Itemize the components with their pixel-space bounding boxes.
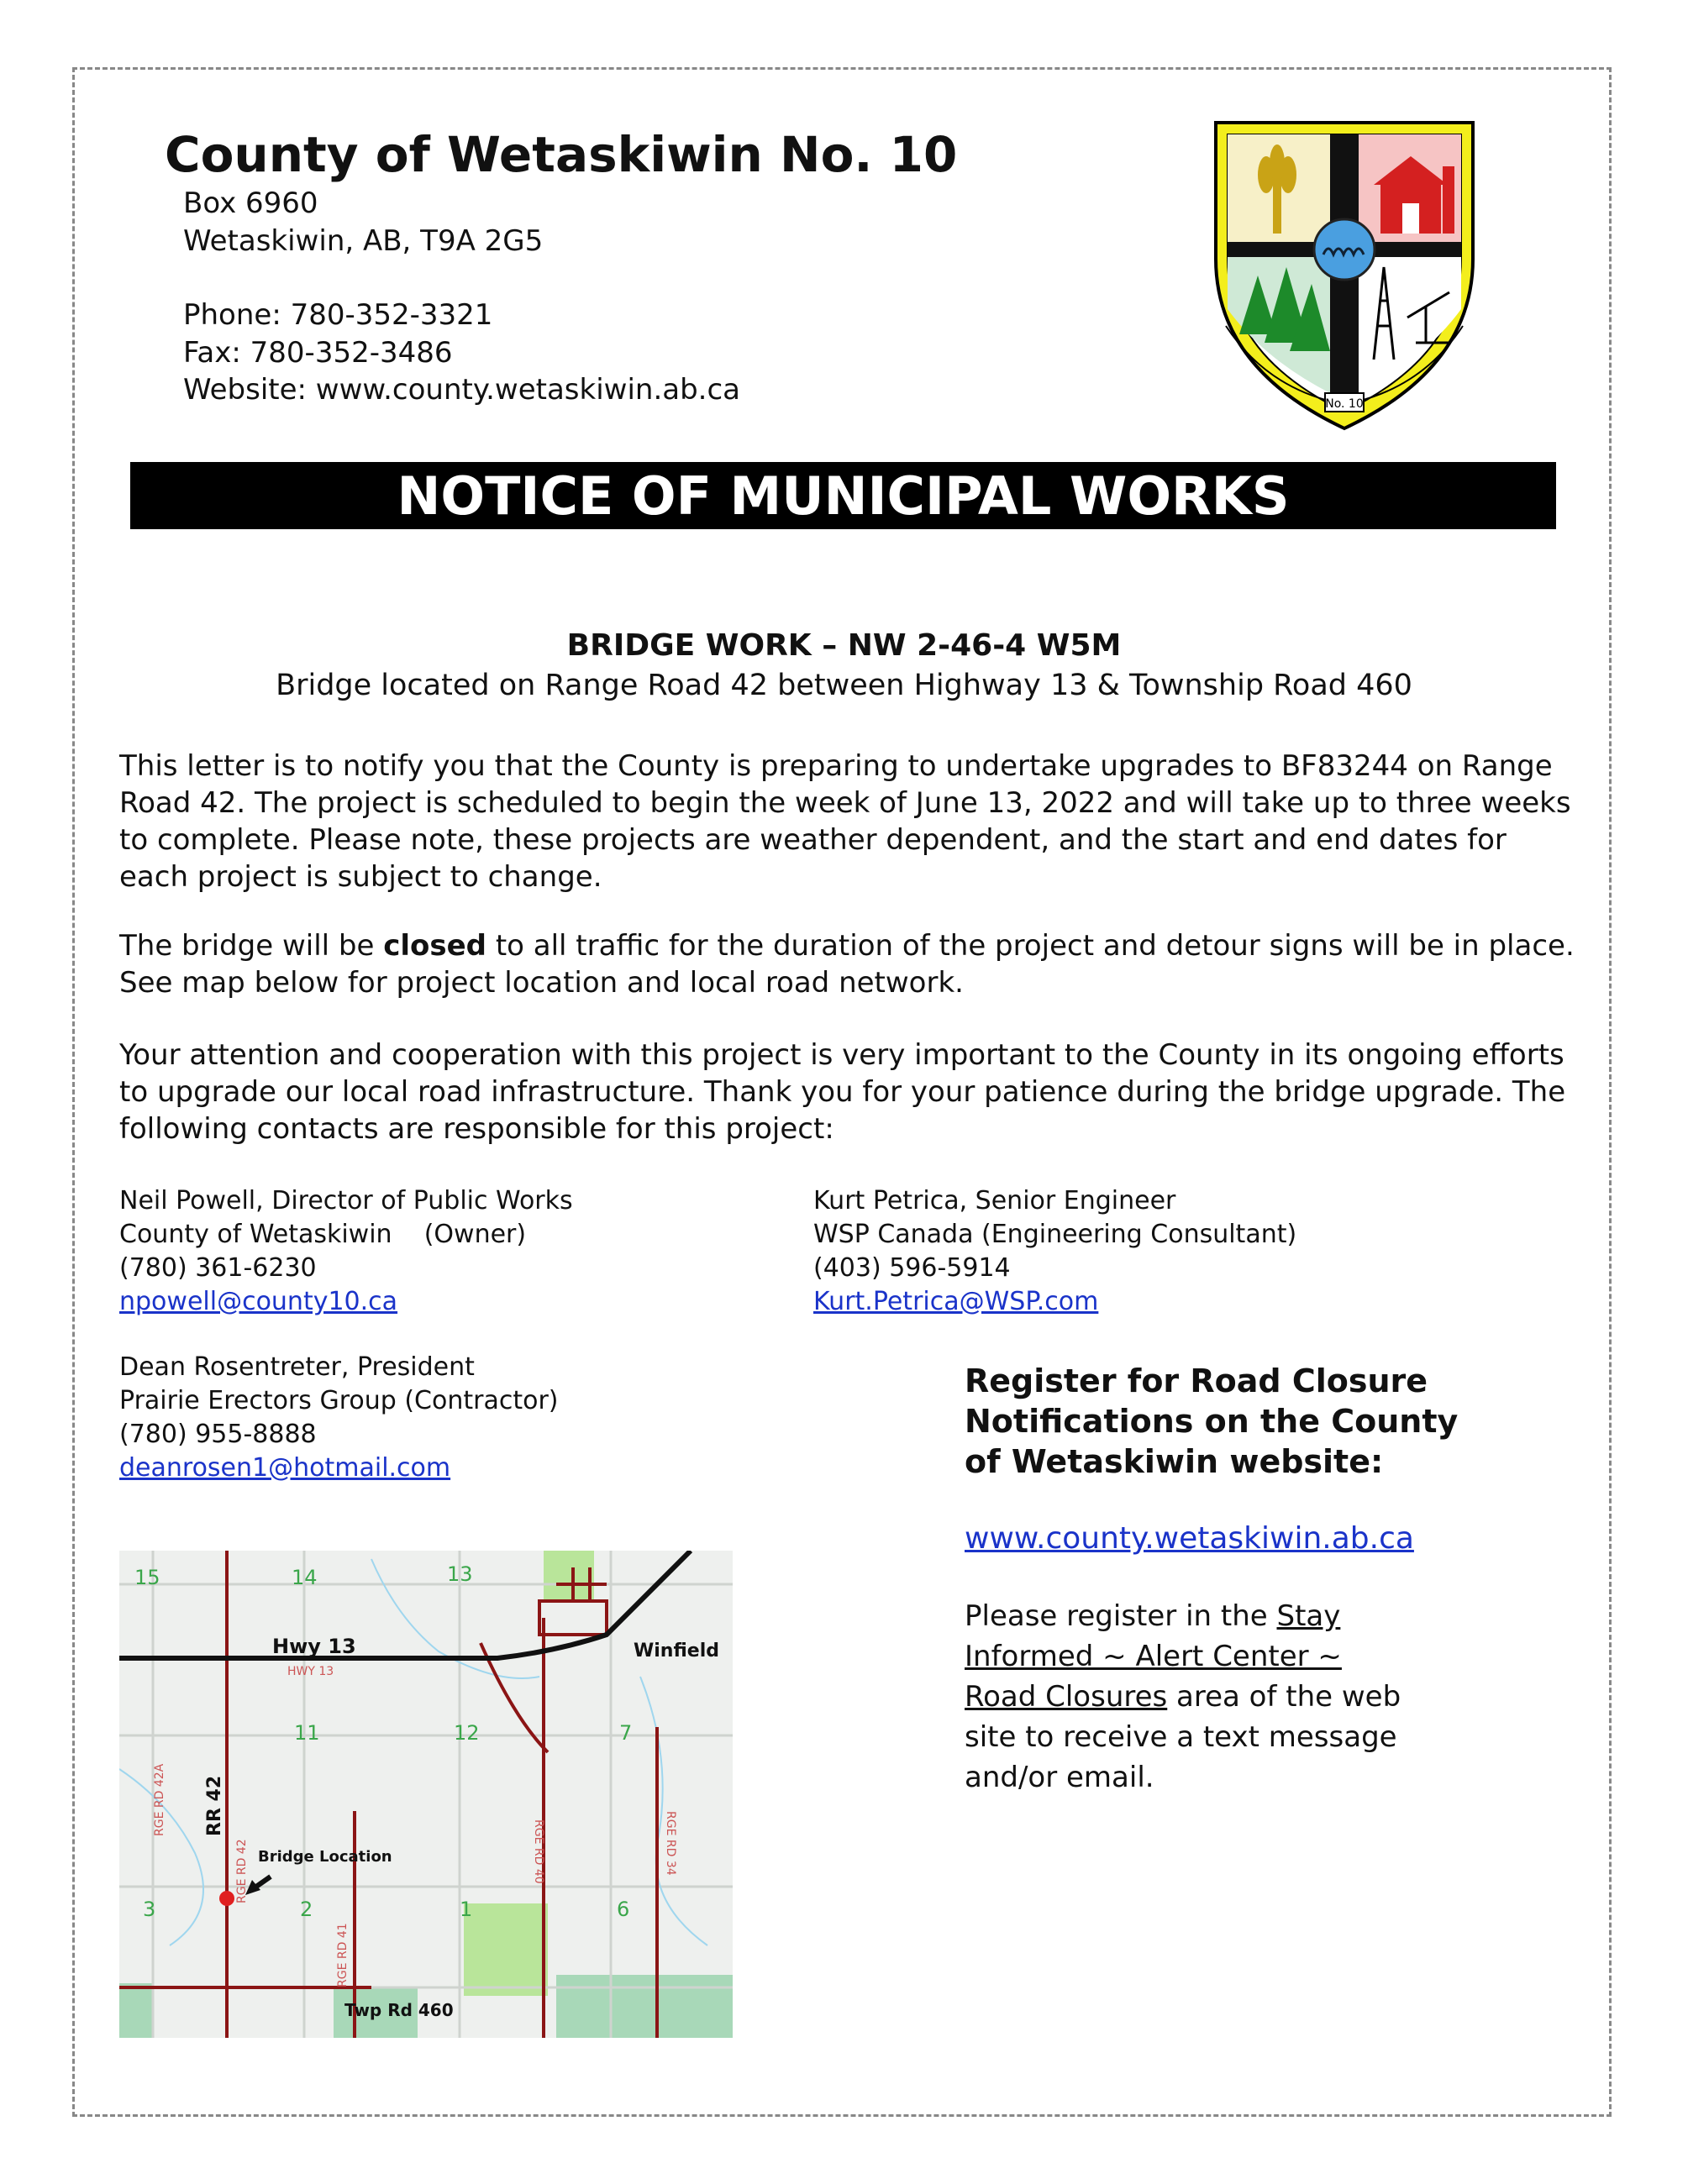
contact-name: Dean Rosentreter, President <box>119 1352 475 1382</box>
closure-text-start: The bridge will be <box>119 929 384 963</box>
contact-owner <box>119 1184 573 1319</box>
twp-rd-460-label: Twp Rd 460 <box>344 2000 454 2020</box>
rr42-label: RR 42 <box>204 1775 225 1836</box>
alert-center-link[interactable]: Informed ~ Alert Center ~ <box>965 1640 1342 1673</box>
register-line-2: Notifications on the County <box>965 1403 1459 1440</box>
closure-text-end: to all traffic for the duration of the project and detour signs will be in place. See map below for project location and local road network. <box>119 929 1575 1000</box>
road-closures-link[interactable]: Road Closures <box>965 1680 1168 1714</box>
svg-text:No. 10: No. 10 <box>1325 397 1364 411</box>
bridge-location-label: Bridge Location <box>258 1848 392 1866</box>
section-label: 11 <box>294 1721 320 1745</box>
phone-line: Phone: 780-352-3321 <box>183 298 493 332</box>
section-label: 1 <box>460 1898 473 1921</box>
fax-line: Fax: 780-352-3486 <box>183 336 453 370</box>
contact-org: County of Wetaskiwin (Owner) <box>119 1220 527 1249</box>
contact-org: WSP Canada (Engineering Consultant) <box>813 1220 1297 1249</box>
section-label: 3 <box>143 1898 156 1921</box>
contact-name: Neil Powell, Director of Public Works <box>119 1186 573 1215</box>
register-line-3: of Wetaskiwin website: <box>965 1443 1384 1480</box>
section-label: 14 <box>292 1566 318 1589</box>
contact-contractor <box>119 1351 559 1485</box>
county-website-link[interactable]: www.county.wetaskiwin.ab.ca <box>965 1521 1414 1556</box>
instructions-text: and/or email. <box>965 1761 1154 1794</box>
bridge-location-marker-icon <box>219 1891 234 1906</box>
intro-paragraph: This letter is to notify you that the County is preparing to undertake upgrades to BF83244 on Range Road 42. The project is scheduled to begin the week of June 13, 2022 and will take up to three weeks to complete. Please note, these projects are weather dependent, and the start and end dates for each project is subject to change. <box>119 749 1571 894</box>
closed-emphasis: closed <box>383 929 487 963</box>
instructions-text: area of the web <box>1167 1680 1401 1714</box>
contact-email-link[interactable]: npowell@county10.ca <box>119 1287 398 1316</box>
register-line-1: Register for Road Closure <box>965 1362 1428 1399</box>
contact-phone: (780) 955-8888 <box>119 1420 317 1449</box>
notice-title: BRIDGE WORK – NW 2-46-4 W5M <box>566 628 1122 663</box>
organization-name: County of Wetaskiwin No. 10 <box>165 126 958 183</box>
rge34-label: RGE RD 34 <box>664 1811 677 1876</box>
winfield-label: Winfield <box>634 1641 719 1662</box>
stay-informed-link[interactable]: Stay <box>1276 1599 1341 1633</box>
contact-phone: (403) 596-5914 <box>813 1253 1011 1283</box>
project-location-map <box>119 1551 733 2038</box>
closure-paragraph <box>119 927 1581 1001</box>
contact-email-link[interactable]: Kurt.Petrica@WSP.com <box>813 1287 1099 1316</box>
section-label: 15 <box>134 1566 160 1589</box>
rge41-label: RGE RD 41 <box>336 1923 350 1987</box>
contact-email-link[interactable]: deanrosen1@hotmail.com <box>119 1453 451 1483</box>
register-instructions <box>965 1596 1469 1798</box>
notice-subtitle: Bridge located on Range Road 42 between Highway 13 & Township Road 460 <box>276 669 1412 702</box>
register-heading <box>965 1361 1458 1482</box>
website-line: Website: www.county.wetaskiwin.ab.ca <box>183 373 741 407</box>
address-box: Box 6960 <box>183 186 318 220</box>
rge40-label: RGE RD 40 <box>532 1819 545 1884</box>
instructions-text: site to receive a text message <box>965 1720 1397 1754</box>
cooperation-paragraph: Your attention and cooperation with this project is very important to the County in its ongoing efforts to upgrade our local road infrastructure. Thank you for your patience during the bridge upgrade. The following contacts are responsible for this project: <box>119 1038 1566 1146</box>
section-label: 12 <box>454 1721 480 1745</box>
hwy13-label: Hwy 13 <box>272 1635 356 1658</box>
hwy13-small-label: HWY 13 <box>287 1665 334 1678</box>
contact-phone: (780) 361-6230 <box>119 1253 317 1283</box>
instructions-text: Please register in the <box>965 1599 1277 1633</box>
notice-banner: NOTICE OF MUNICIPAL WORKS <box>130 462 1556 529</box>
contact-name: Kurt Petrica, Senior Engineer <box>813 1186 1176 1215</box>
section-label: 6 <box>617 1898 630 1921</box>
section-label: 7 <box>619 1721 633 1745</box>
county-crest-logo <box>1206 116 1483 435</box>
contact-engineer <box>813 1184 1296 1319</box>
address-city: Wetaskiwin, AB, T9A 2G5 <box>183 224 544 258</box>
rge42-label: RGE RD 42 <box>235 1839 249 1903</box>
section-label: 13 <box>447 1562 473 1586</box>
contact-org: Prairie Erectors Group (Contractor) <box>119 1386 559 1415</box>
section-label: 2 <box>300 1898 313 1921</box>
rge42a-label: RGE RD 42A <box>153 1763 166 1836</box>
